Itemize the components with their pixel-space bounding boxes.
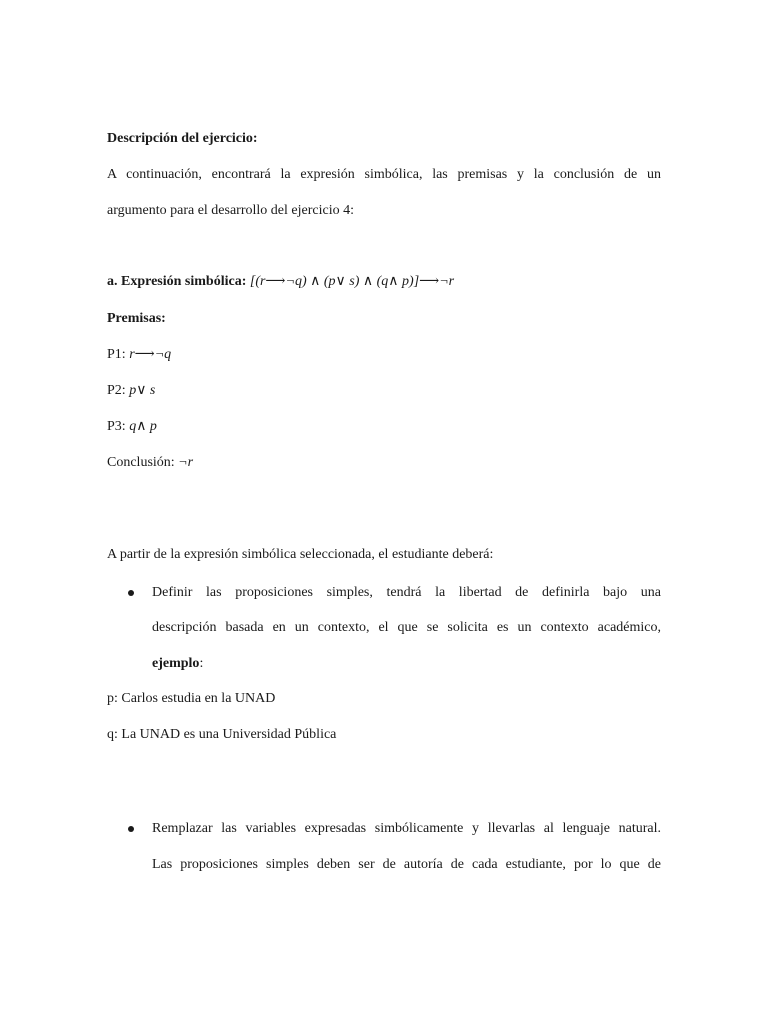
premise-p3 [107, 418, 157, 436]
premise-value: r⟶¬q [129, 347, 172, 362]
bullet-icon [128, 590, 134, 596]
bullet-1-line-1: Definir las proposiciones simples, tendrá la libertad de definirla bajo una [152, 585, 661, 600]
instructions-intro: A partir de la expresión simbólica seleccionada, el estudiante deberá: [107, 547, 494, 562]
bullet-1-line-2: descripción basada en un contexto, el que se solicita es un contexto académico, [152, 620, 661, 635]
conclusion-value: ¬r [178, 455, 194, 470]
premise-value: q∧ p [129, 419, 157, 434]
premise-label: P1: [107, 347, 126, 362]
conclusion-label: Conclusión: [107, 455, 175, 470]
bullet-2-line-1: Remplazar las variables expresadas simbólicamente y llevarlas al lenguaje natural. [152, 821, 661, 836]
example-colon: : [199, 656, 204, 671]
example-p: p: Carlos estudia en la UNAD [107, 691, 276, 706]
intro-line-2: argumento para el desarrollo del ejercicio 4: [107, 203, 354, 218]
section-heading: Descripción del ejercicio: [107, 131, 258, 146]
premise-label: P2: [107, 383, 126, 398]
example-label: ejemplo [152, 656, 200, 671]
expression-label: a. Expresión simbólica: [107, 274, 247, 289]
expression-value: [(r⟶¬q) ∧ (p∨ s) ∧ (q∧ p)]⟶¬r [249, 274, 455, 289]
conclusion [107, 454, 193, 472]
premises-heading: Premisas: [107, 311, 166, 326]
example-q: q: La UNAD es una Universidad Pública [107, 727, 337, 742]
premise-p1 [107, 346, 171, 364]
premise-label: P3: [107, 419, 126, 434]
premise-value: p∨ s [129, 383, 156, 398]
symbolic-expression [107, 273, 454, 291]
bullet-1-line-3 [152, 655, 661, 673]
bullet-icon [128, 826, 134, 832]
premise-p2 [107, 382, 155, 400]
intro-line-1: A continuación, encontrará la expresión simbólica, las premisas y la conclusión de un [107, 167, 661, 182]
bullet-2-line-2: Las proposiciones simples deben ser de autoría de cada estudiante, por lo que de [152, 857, 661, 872]
